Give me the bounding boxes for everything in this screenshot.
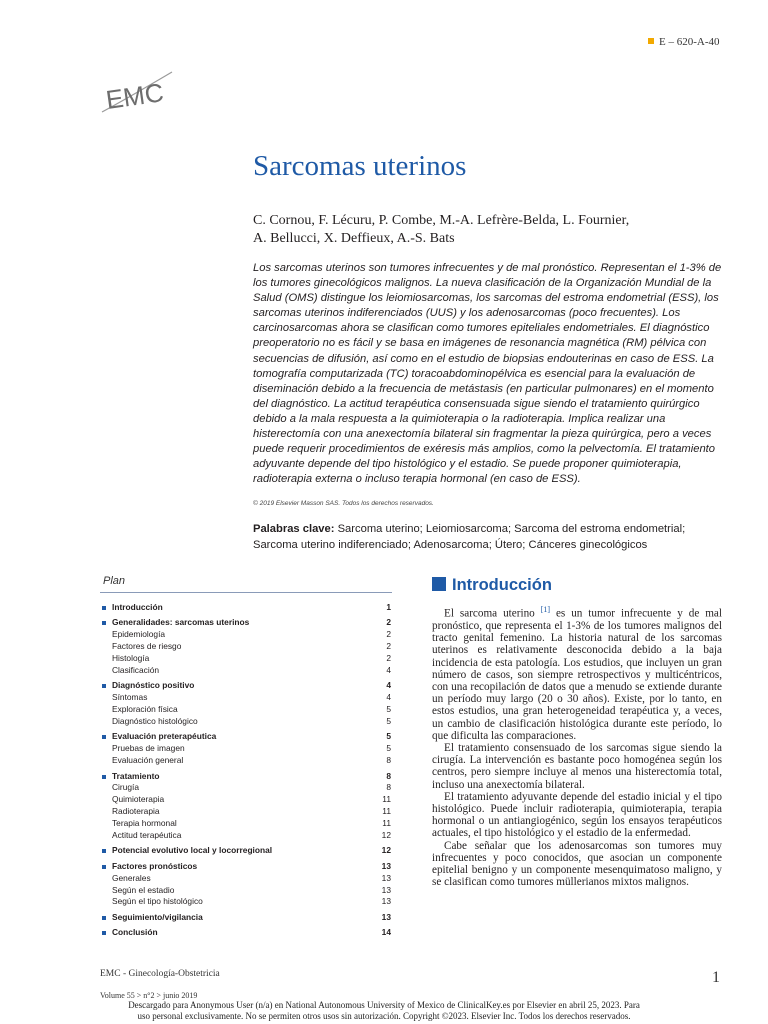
toc-item[interactable] [100, 794, 392, 806]
toc-item-page: 4 [386, 692, 391, 703]
toc-item-label: Introducción [112, 602, 163, 612]
toc-item[interactable] [100, 927, 392, 939]
toc-item-page: 12 [381, 830, 391, 841]
toc-item-page: 5 [386, 716, 391, 727]
toc-item[interactable] [100, 743, 392, 755]
keywords-label: Palabras clave: [253, 523, 335, 535]
toc-item-page: 14 [381, 927, 391, 938]
toc-item-label: Según el tipo histológico [112, 896, 203, 907]
orange-square-icon [648, 38, 654, 44]
toc-item-page: 4 [386, 664, 391, 675]
section-square-icon [432, 577, 446, 591]
toc-item-label: Factores pronósticos [112, 860, 198, 871]
toc-item-label: Generales [112, 872, 151, 883]
toc-item-page: 5 [386, 704, 391, 715]
intro-paragraph-4: Cabe señalar que los adenosarcomas son tumores muy infrecuentes y poco conocidos, que asocian un componente epitelial benigno y un componente mesenquimatoso maligno, y se clasifican como tumores müllerianos mixtos malignos. [432, 839, 722, 889]
abstract: Los sarcomas uterinos son tumores infrecuentes y de mal pronóstico. Representan el 1-3% de los tumores ginecológicos malignos. La nueva clasificación de la Organización Mundial de la Salud (OMS) distingue los leiomiosarcomas, los sarcomas del estroma endometrial (ESS), los sarcomas uterinos indiferenciados (UUS) y los adenosarcomas (poco frecuentes). Los carcinosarcomas ahora se clasifican como tumores epiteliales endometriales. El diagnóstico preoperatorio no es fácil y se basa en imágenes de resonancia magnética (RM) pélvica con secuencias de difusión, así como en el estudio de biopsias endouterinas en caso de ESS. La tomografía computarizada (TC) toracoabdominopélvica es esencial para la evaluación de diseminación debido a la frecuencia de metástasis (en particular pulmonares) en el momento del diagnóstico. La actitud terapéutica consensuada sigue siendo el tratamiento quirúrgico debido a la mala respuesta a la quimioterapia o la radioterapia. Implica realizar una histerectomía con una anexectomía bilateral sin fragmentar la pieza quirúrgica, pero a veces puede requerir procedimientos de exéresis más amplios, como la pelvectomía. El tratamiento adyuvante depende del tipo histológico y el estadio. Se puede proponer quimioterapia, radioterapia externa o incluso terapia hormonal (en caso de ESS). [253, 262, 722, 486]
toc-item[interactable] [100, 602, 392, 614]
introduction-heading-text: Introducción [452, 576, 552, 594]
keywords-text: Sarcoma uterino; Leiomiosarcoma; Sarcoma del estroma endometrial; Sarcoma uterino indiferenciado; Adenosarcoma; Útero; Cánceres ginecológicos [253, 523, 686, 551]
toc-item[interactable] [100, 755, 392, 767]
toc-item-page: 13 [381, 896, 391, 907]
toc-item-label: Conclusión [112, 927, 158, 938]
bullet-square-icon [102, 931, 106, 935]
toc-item[interactable] [100, 629, 392, 641]
toc-item[interactable] [100, 716, 392, 728]
authors-line-2: A. Bellucci, X. Deffieux, A.-S. Bats [253, 231, 455, 246]
download-notice [0, 1000, 768, 1021]
toc-item-label: Epidemiología [112, 629, 166, 640]
toc-item-label: Factores de riesgo [112, 641, 182, 652]
toc-item-page: 2 [386, 653, 391, 664]
bullet-square-icon [102, 735, 106, 739]
toc-item[interactable] [100, 680, 392, 692]
svg-text:EMC: EMC [103, 77, 166, 115]
toc-item-label: Según el estadio [112, 884, 175, 895]
toc-item-page: 13 [381, 911, 391, 922]
bullet-square-icon [102, 621, 106, 625]
toc-item-label: Síntomas [112, 692, 148, 703]
toc-item[interactable] [100, 912, 392, 924]
toc-item-page: 1 [386, 602, 391, 612]
toc-item-page: 13 [381, 860, 391, 871]
introduction-body [432, 604, 722, 888]
bullet-square-icon [102, 849, 106, 853]
toc-item-label: Evaluación preterapéutica [112, 731, 217, 742]
toc-item-label: Tratamiento [112, 770, 160, 781]
toc-item-page: 8 [386, 755, 391, 766]
toc-item-label: Pruebas de imagen [112, 743, 185, 754]
toc-item[interactable] [100, 771, 392, 783]
page-number: 1 [712, 969, 720, 986]
bullet-square-icon [102, 684, 106, 688]
intro-paragraph-1 [432, 604, 722, 742]
toc-item-page: 8 [386, 782, 391, 793]
intro-p1-text-cont: es un tumor infrecuente y de mal pronóstico, que representa el 1-3% de los tumores malignos del tracto genital femenino. La historia natural de los sarcomas uterinos es relativamente desconocida debido a la baja incidencia de esta patología. Los estudios, que incluyen un gran número de casos, son siempre retrospectivos y multicéntricos, con una recopilación de datos que a menudo se extiende durante un período muy largo (20 o 30 años). Existe, por lo tanto, en estos estudios, una gran heterogeneidad terapéutica y, a veces, un cambio de clasificación histológica durante este período, lo que dificulta las comparaciones. [432, 607, 722, 742]
toc-item-page: 13 [381, 884, 391, 895]
toc-item[interactable] [100, 731, 392, 743]
toc-item-label: Clasificación [112, 664, 160, 675]
download-notice-line-1: Descargado para Anonymous User (n/a) en National Autonomous University of Mexico de ClinicalKey.es por Elsevier en abril 25, 2023. Para [128, 1000, 640, 1010]
toc-item-page: 8 [386, 770, 391, 781]
emc-logo [98, 68, 178, 118]
journal-name: EMC - Ginecología-Obstetricia [100, 969, 220, 979]
toc-item-page: 2 [386, 641, 391, 652]
article-code [648, 36, 720, 48]
reference-link[interactable]: [1] [540, 605, 551, 614]
intro-paragraph-3: El tratamiento adyuvante depende del estadio inicial y el tipo histológico. Puede incluir radioterapia, quimioterapia, terapia hormonal o un antiangiogénico, según los ensayos terapéuticos actuales, el tipo histológico y el estadio de la enfermedad. [432, 790, 722, 840]
toc-item[interactable] [100, 653, 392, 665]
article-code-text: E – 620-A-40 [659, 36, 720, 48]
toc-item-label: Quimioterapia [112, 794, 165, 805]
toc-item[interactable] [100, 896, 392, 908]
plan-divider [100, 592, 392, 593]
bullet-square-icon [102, 865, 106, 869]
toc-item-page: 11 [382, 818, 391, 829]
volume-info: Volume 55 > n°2 > junio 2019 [100, 991, 198, 1000]
article-title: Sarcomas uterinos [253, 150, 467, 182]
bullet-square-icon [102, 775, 106, 779]
toc-item-page: 5 [386, 731, 391, 742]
toc-item-page: 5 [386, 743, 391, 754]
toc-item[interactable] [100, 861, 392, 873]
copyright-notice: © 2019 Elsevier Masson SAS. Todos los derechos reservados. [253, 500, 434, 507]
toc-item-page: 2 [386, 617, 391, 628]
toc-item[interactable] [100, 873, 392, 885]
toc-item[interactable] [100, 704, 392, 716]
toc-item-label: Evaluación general [112, 755, 184, 766]
bullet-square-icon [102, 916, 106, 920]
toc-item[interactable] [100, 885, 392, 897]
toc-item-page: 12 [381, 845, 391, 856]
toc-item-label: Terapia hormonal [112, 818, 177, 829]
introduction-heading [432, 576, 552, 595]
toc-item[interactable] [100, 692, 392, 704]
toc-item[interactable] [100, 806, 392, 818]
toc-item-label: Radioterapia [112, 806, 160, 817]
toc-item-label: Actitud terapéutica [112, 830, 182, 841]
toc-item-page: 11 [382, 794, 391, 805]
toc-item[interactable] [100, 665, 392, 677]
toc-item-label: Generalidades: sarcomas uterinos [112, 617, 250, 628]
toc-item-page: 4 [386, 680, 391, 691]
toc-item[interactable] [100, 830, 392, 842]
toc-item[interactable] [100, 818, 392, 830]
table-of-contents [100, 602, 392, 939]
bullet-square-icon [102, 606, 106, 610]
toc-item-label: Histología [112, 653, 150, 664]
plan-label: Plan [103, 575, 126, 587]
toc-item-label: Cirugía [112, 782, 139, 793]
authors-line-1: C. Cornou, F. Lécuru, P. Combe, M.-A. Lefrère-Belda, L. Fournier, [253, 213, 630, 228]
toc-item-page: 2 [386, 629, 391, 640]
toc-item-label: Diagnóstico positivo [112, 680, 195, 691]
toc-item-label: Diagnóstico histológico [112, 716, 198, 727]
keywords [253, 522, 723, 553]
toc-item-label: Seguimiento/vigilancia [112, 911, 203, 922]
toc-item[interactable] [100, 782, 392, 794]
toc-item-label: Potencial evolutivo local y locorregional [112, 845, 273, 856]
intro-p1-text: El sarcoma uterino [444, 607, 541, 620]
intro-paragraph-2: El tratamiento consensuado de los sarcomas sigue siendo la cirugía. La intervención es bastante poco homogénea según los centros, pero siempre incluye al menos una histerectomía total, incluso una anexectomía bilateral. [432, 741, 722, 791]
toc-item-page: 11 [382, 806, 391, 817]
toc-item-label: Exploración física [112, 704, 178, 715]
toc-item[interactable] [100, 617, 392, 629]
download-notice-line-2: uso personal exclusivamente. No se permiten otros usos sin autorización. Copyright ©2023. Elsevier Inc. Todos los derechos reservados. [137, 1010, 631, 1021]
toc-item[interactable] [100, 641, 392, 653]
toc-item[interactable] [100, 845, 392, 857]
toc-item-page: 13 [381, 872, 391, 883]
